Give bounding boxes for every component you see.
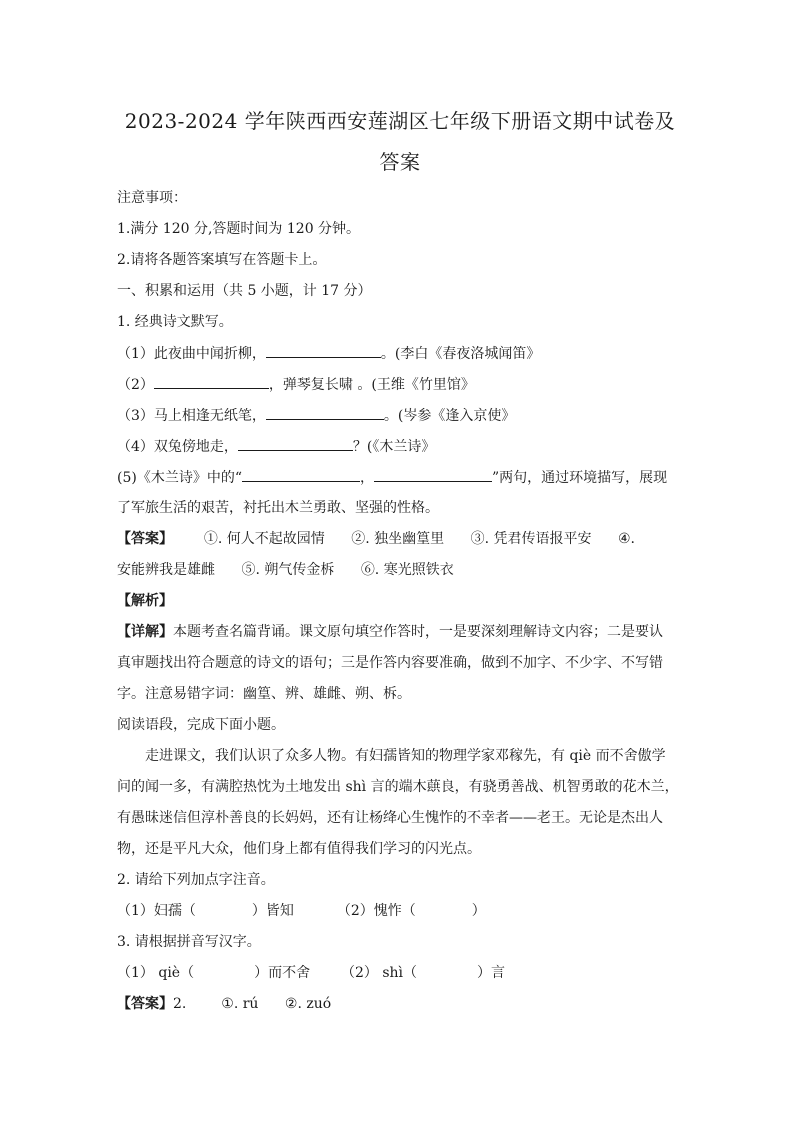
answer-item: ②. zuó [284,996,332,1012]
answer-blank[interactable] [238,436,353,451]
question-1-part-5 [117,467,667,488]
answer-1 [117,529,635,549]
document-title-line2: 答案 [379,150,421,174]
notes-item-2: 2.请将各题答案填写在答题卡上。 [117,252,327,268]
question-1-part-1 [117,343,540,364]
question-1-part-2 [117,374,475,395]
question-3-stem: 3. 请根据拼音写汉字。 [117,934,261,950]
answer-item: ①. 何人不起故园情 [203,531,325,547]
answer-item: ③. 凭君传语报平安 [470,531,592,547]
question-1-part-5-line-2: 了军旅生活的艰苦，衬托出木兰勇敢、坚强的性格。 [117,500,439,516]
q1-p5-mid: ， [360,470,374,486]
answer-2 [117,994,331,1014]
analysis-detail-line-2: 真审题找出符合题意的诗文的语句；三是作答内容要准确，做到不加字、不少字、不写错 [117,655,663,671]
notes-item-1: 1.满分 120 分,答题时间为 120 分钟。 [117,221,361,237]
answer-label: 【答案】 [117,531,173,547]
answer-1-line-2 [117,560,454,580]
question-1-part-3 [117,405,515,426]
answer-label: 【答案】 [117,996,173,1012]
answer-blank[interactable] [154,374,269,389]
reading-paragraph-line-3: 有愚昧迷信但淳朴善良的长妈妈，还有让杨绛心生愧怍的不幸者——老王。无论是杰出人 [117,810,663,826]
analysis-label: 【解析】 [117,593,173,609]
q1-p2-pre: （2） [117,377,154,393]
q2-p2-pre: （2）愧怍（ [336,903,416,919]
detail-text: 本题考查名篇背诵。课文原句填空作答时，一是要深刻理解诗文内容；二是要认 [173,624,663,640]
reading-paragraph-line-2: 问的闻一多，有满腔热忱为土地发出 shì 言的端木蕻良，有骁勇善战、机智勇敢的花木兰， [117,779,679,795]
answer-number: 2. [173,996,187,1012]
q1-p4-post: ？(《木兰诗》 [352,439,436,455]
q1-p2-post: ，弹琴复长啸 。(王维《竹里馆》 [268,377,475,393]
analysis-detail-line-3: 字。注意易错字词：幽篁、辨、雄雌、朔、柝。 [117,686,411,702]
section-1-heading: 一、积累和运用（共 5 小题，计 17 分） [117,283,372,299]
answer-item: ②. 独坐幽篁里 [351,531,445,547]
answer-blank[interactable] [266,343,381,358]
answer-item: ⑤. 朔气传金柝 [241,562,335,578]
answer-blank[interactable] [374,467,492,482]
answer-item: 安能辨我是雄雌 [117,562,215,578]
q1-p5-pre: (5)《木兰诗》中的“ [117,470,242,486]
q3-p1-post: ）而不舍 [254,965,311,981]
analysis-detail-line-1 [117,622,663,642]
q1-p3-pre: （3）马上相逢无纸笔， [117,408,266,424]
answer-item: ④. [617,531,635,547]
q2-p1-pre: （1）妇孺（ [117,903,196,919]
question-2-parts [117,901,486,921]
notes-heading: 注意事项： [117,190,187,206]
reading-paragraph-line-4: 物，还是平凡大众，他们身上都有值得我们学习的闪光点。 [117,841,481,857]
question-3-parts [117,963,505,983]
reading-instruction: 阅读语段，完成下面小题。 [117,717,285,733]
q1-p5-post: ”两句，通过环境描写，展现 [492,470,668,486]
q2-p1-post: ）皆知 [251,903,294,919]
question-2-stem: 2. 请给下列加点字注音。 [117,872,275,888]
question-1-part-4 [117,436,435,457]
q1-p1-pre: （1）此夜曲中闻折柳， [117,346,266,362]
detail-label: 【详解】 [117,624,173,640]
q2-p2-post: ） [471,903,486,919]
answer-blank[interactable] [266,405,384,420]
q1-p1-post: 。(李白《春夜洛城闻笛》 [380,346,541,362]
q3-p1-pre: （1） qiè（ [117,965,195,981]
answer-blank[interactable] [242,467,360,482]
q3-p2-pre: （2） shì（ [341,965,418,981]
q1-p3-post: 。(岑参《逢入京使》 [383,408,516,424]
answer-item: ⑥. 寒光照铁衣 [360,562,454,578]
question-1-stem: 1. 经典诗文默写。 [117,314,233,330]
document-title-line1: 2023-2024 学年陕西西安莲湖区七年级下册语文期中试卷及 [124,109,676,133]
q1-p4-pre: （4）双兔傍地走， [117,439,238,455]
reading-paragraph-line-1: 走进课文，我们认识了众多人物。有妇孺皆知的物理学家邓稼先，有 qiè 而不舍傲学 [145,748,666,764]
q3-p2-post: ）言 [477,965,506,981]
answer-item: ①. rú [221,996,259,1012]
